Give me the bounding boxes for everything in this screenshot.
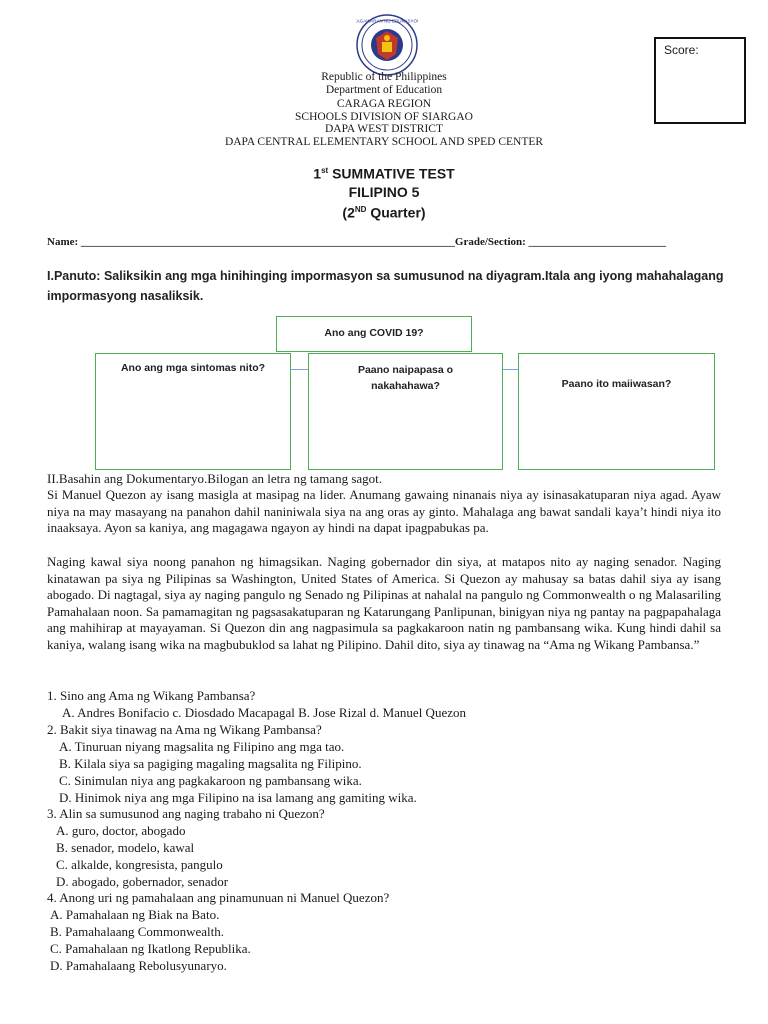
question-4: 4. Anong uri ng pamahalaan ang pinamunuan ni Manuel Quezon? — [47, 890, 390, 905]
diagram-left-label: Ano ang mga sintomas nito? — [120, 362, 266, 374]
header-school: DAPA CENTRAL ELEMENTARY SCHOOL AND SPED CENTER — [224, 136, 544, 148]
diagram-connector-right — [502, 369, 519, 370]
question-3: 3. Alin sa sumusunod ang naging trabaho ni Quezon? — [47, 806, 325, 821]
question-1: 1. Sino ang Ama ng Wikang Pambansa? — [47, 688, 256, 703]
section2-instruction: II.Basahin ang Dokumentaryo.Bilogan an letra ng tamang sagot. — [47, 471, 383, 486]
test-title-line3: (2ND Quarter) — [342, 204, 426, 221]
question-4-choice-d[interactable]: D. Pamahalaang Rebolusyunaryo. — [50, 958, 227, 973]
diagram-box-top — [276, 316, 472, 352]
diagram-box-middle[interactable] — [308, 353, 503, 470]
header-district: DAPA WEST DISTRICT — [324, 123, 443, 135]
reading-paragraph-2: Naging kawal siya noong panahon ng himagsikan. Naging gobernador din siya, at matapos nito ay naging senador. Naging kinatawan pa siya ng Pilipinas sa Washington, United States of America. Si Quezon ay mahusay sa batas dahil siya ay isang abogado. Di nagtagal, siya ay naging pangulo ng Senado ng Pilipinas at nahalal na pangulo ng Commonwealth o ng Malasariling Pamahalaan noon. Sa pamamagitan ng pagsasakatuparan ng Katarungang Panlipunan, binigyan niya ng pantay na pagpapahalaga ang mahihirap at mayayaman. Si Quezon din ang nagpasimula sa pagkakaroon natin ng pambansang wika. Kung hindi dahil sa kaniya, walang isang wika na magbubuklod sa lahat ng Pilipino. Dahil dito, siya ay tinawag na “Ama ng Wikang Pambansa.” — [47, 554, 721, 652]
question-2-choice-a[interactable]: A. Tinuruan niyang magsalita ng Filipino ang mga tao. — [59, 739, 345, 754]
diagram-top-label: Ano ang COVID 19? — [324, 327, 424, 339]
question-3-choice-c[interactable]: C. alkalde, kongresista, pangulo — [56, 857, 223, 872]
reading-paragraph-1: Si Manuel Quezon ay isang masigla at masipag na lider. Anumang gawaing ninanais niya ay isinasakatuparan niya agad. Ayaw niya na may masayang na panahon dahil naniniwala siya na ang oras ay ginto. Mahalaga ang bawat sandali kaya’t hindi niya ito inaaksaya. Ayon sa kaniya, ang magagawa ngayon ay hindi na dapat ipagpabukas pa. — [47, 487, 721, 535]
test-title-line1: 1st SUMMATIVE TEST — [313, 165, 455, 182]
header-department: Department of Education — [325, 84, 443, 96]
diagram-box-right[interactable] — [518, 353, 715, 470]
question-2-choice-d[interactable]: D. Hinimok niya ang mga Filipino na isa lamang ang gamiting wika. — [59, 790, 417, 805]
diagram-box-left[interactable] — [95, 353, 291, 470]
question-2-choice-b[interactable]: B. Kilala siya sa pagiging magaling magsalita ng Filipino. — [59, 756, 362, 771]
question-1-choices[interactable]: A. Andres Bonifacio c. Diosdado Macapagal B. Jose Rizal d. Manuel Quezon — [62, 705, 466, 720]
header-region: CARAGA REGION — [336, 98, 432, 110]
question-4-choice-c[interactable]: C. Pamahalaan ng Ikatlong Republika. — [50, 941, 251, 956]
question-4-choice-b[interactable]: B. Pamahalaang Commonwealth. — [50, 924, 225, 939]
section1-instruction: I.Panuto: Saliksikin ang mga hinihinging impormasyon sa sumusunod na diyagram.Itala ang iyong mahahalagang impormasyong nasaliksik. — [47, 269, 724, 303]
header-division: SCHOOLS DIVISION OF SIARGAO — [295, 111, 473, 123]
question-2-choice-c[interactable]: C. Sinimulan niya ang pagkakaroon ng pambansang wika. — [59, 773, 362, 788]
question-3-choice-d[interactable]: D. abogado, gobernador, senador — [56, 874, 229, 889]
test-title-line2: FILIPINO 5 — [348, 183, 420, 200]
deped-seal-logo — [356, 14, 418, 76]
svg-text:KAGAWARAN NG EDUKASYON: KAGAWARAN NG EDUKASYON — [356, 18, 418, 24]
diagram-connector-left — [290, 369, 310, 370]
header-republic: Republic of the Philippines — [321, 71, 447, 83]
test-title — [0, 162, 768, 221]
question-4-choice-a[interactable]: A. Pamahalaan ng Biak na Bato. — [50, 907, 220, 922]
name-grade-field[interactable]: Name: ____________________________________________________________________Grade/Section: _________________________ — [47, 236, 667, 248]
score-label: Score: — [664, 43, 699, 57]
question-2: 2. Bakit siya tinawag na Ama ng Wikang Pambansa? — [47, 722, 322, 737]
question-3-choice-a[interactable]: A. guro, doctor, abogado — [56, 823, 186, 838]
question-3-choice-b[interactable]: B. senador, modelo, kawal — [56, 840, 195, 855]
diagram-right-label: Paano ito maiiwasan? — [561, 378, 672, 390]
diagram-middle-label: Paano naipapasa o nakahahawa? — [357, 364, 454, 392]
